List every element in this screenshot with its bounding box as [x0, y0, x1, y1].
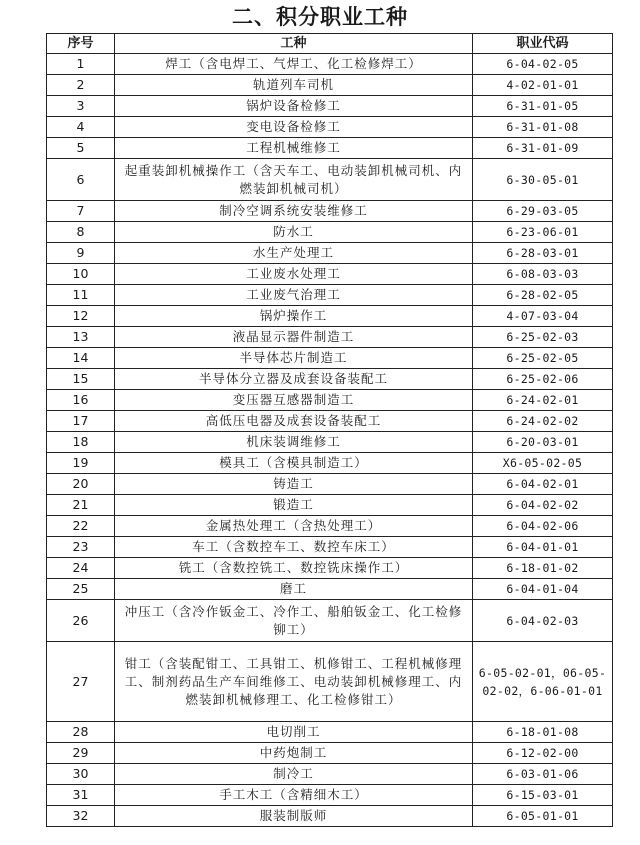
row-serial-number: 15 — [47, 369, 115, 390]
row-serial-number: 27 — [47, 642, 115, 722]
row-occupation-code: 6-15-03-01 — [473, 785, 613, 806]
table-row — [47, 806, 613, 827]
row-occupation-name: 水生产处理工 — [115, 243, 473, 264]
table-row — [47, 722, 613, 743]
header-occupation: 工种 — [115, 34, 473, 54]
row-occupation-code: 6-23-06-01 — [473, 222, 613, 243]
table-row — [47, 54, 613, 75]
row-serial-number: 29 — [47, 743, 115, 764]
row-serial-number: 25 — [47, 579, 115, 600]
table-row — [47, 537, 613, 558]
table-row — [47, 243, 613, 264]
row-occupation-code: 6-03-01-06 — [473, 764, 613, 785]
table-row — [47, 516, 613, 537]
row-serial-number: 5 — [47, 138, 115, 159]
row-occupation-name: 焊工（含电焊工、气焊工、化工检修焊工） — [115, 54, 473, 75]
table-row — [47, 474, 613, 495]
row-occupation-code: 6-04-02-05 — [473, 54, 613, 75]
row-occupation-code: 6-31-01-09 — [473, 138, 613, 159]
row-occupation-code: 6-04-02-01 — [473, 474, 613, 495]
row-serial-number: 9 — [47, 243, 115, 264]
row-occupation-name: 中药炮制工 — [115, 743, 473, 764]
table-row — [47, 642, 613, 722]
row-occupation-code: 6-05-01-01 — [473, 806, 613, 827]
table-row — [47, 264, 613, 285]
row-occupation-code: 6-25-02-03 — [473, 327, 613, 348]
table-row — [47, 327, 613, 348]
table-row — [47, 285, 613, 306]
table-row — [47, 579, 613, 600]
row-occupation-name: 液晶显示器件制造工 — [115, 327, 473, 348]
table-row — [47, 222, 613, 243]
row-occupation-code: 6-04-02-06 — [473, 516, 613, 537]
table-row — [47, 96, 613, 117]
row-occupation-name: 工程机械维修工 — [115, 138, 473, 159]
table-row — [47, 432, 613, 453]
row-occupation-code: 6-18-01-02 — [473, 558, 613, 579]
row-occupation-code: 4-02-01-01 — [473, 75, 613, 96]
row-occupation-name: 电切削工 — [115, 722, 473, 743]
row-serial-number: 13 — [47, 327, 115, 348]
row-serial-number: 1 — [47, 54, 115, 75]
row-serial-number: 4 — [47, 117, 115, 138]
row-occupation-code: 6-28-02-05 — [473, 285, 613, 306]
row-serial-number: 16 — [47, 390, 115, 411]
row-occupation-name: 轨道列车司机 — [115, 75, 473, 96]
table-header-row — [47, 34, 613, 54]
table-row — [47, 743, 613, 764]
row-occupation-name: 铸造工 — [115, 474, 473, 495]
row-occupation-code: 6-04-01-04 — [473, 579, 613, 600]
table-row — [47, 369, 613, 390]
row-occupation-name: 铣工（含数控铣工、数控铣床操作工） — [115, 558, 473, 579]
row-occupation-name: 机床装调维修工 — [115, 432, 473, 453]
row-occupation-name: 车工（含数控车工、数控车床工） — [115, 537, 473, 558]
row-occupation-code: 6-12-02-00 — [473, 743, 613, 764]
row-occupation-name: 工业废气治理工 — [115, 285, 473, 306]
row-occupation-code: 6-05-02-01，06-05-02-02，6-06-01-01 — [473, 642, 613, 722]
row-serial-number: 6 — [47, 159, 115, 201]
row-occupation-code: 6-28-03-01 — [473, 243, 613, 264]
row-serial-number: 31 — [47, 785, 115, 806]
row-occupation-name: 变压器互感器制造工 — [115, 390, 473, 411]
row-serial-number: 22 — [47, 516, 115, 537]
row-serial-number: 23 — [47, 537, 115, 558]
table-row — [47, 390, 613, 411]
row-serial-number: 3 — [47, 96, 115, 117]
row-occupation-name: 制冷工 — [115, 764, 473, 785]
row-occupation-name: 起重装卸机械操作工（含天车工、电动装卸机械司机、内燃装卸机械司机） — [115, 159, 473, 201]
row-serial-number: 32 — [47, 806, 115, 827]
row-serial-number: 11 — [47, 285, 115, 306]
row-occupation-name: 冲压工（含冷作钣金工、冷作工、船舶钣金工、化工检修铆工） — [115, 600, 473, 642]
row-occupation-code: 6-04-01-01 — [473, 537, 613, 558]
row-occupation-code: 6-04-02-03 — [473, 600, 613, 642]
table-row — [47, 453, 613, 474]
row-serial-number: 19 — [47, 453, 115, 474]
row-serial-number: 20 — [47, 474, 115, 495]
row-serial-number: 12 — [47, 306, 115, 327]
row-serial-number: 18 — [47, 432, 115, 453]
row-serial-number: 7 — [47, 201, 115, 222]
row-occupation-code: 4-07-03-04 — [473, 306, 613, 327]
row-occupation-name: 钳工（含装配钳工、工具钳工、机修钳工、工程机械修理工、制剂药品生产车间维修工、电动装卸机械修理工、内燃装卸机械修理工、化工检修钳工） — [115, 642, 473, 722]
row-serial-number: 8 — [47, 222, 115, 243]
row-occupation-code: 6-20-03-01 — [473, 432, 613, 453]
row-occupation-name: 高低压电器及成套设备装配工 — [115, 411, 473, 432]
row-serial-number: 24 — [47, 558, 115, 579]
table-row — [47, 117, 613, 138]
row-serial-number: 17 — [47, 411, 115, 432]
table-row — [47, 348, 613, 369]
row-occupation-code: 6-08-03-03 — [473, 264, 613, 285]
row-occupation-name: 服装制版师 — [115, 806, 473, 827]
row-occupation-name: 金属热处理工（含热处理工） — [115, 516, 473, 537]
row-occupation-code: 6-25-02-05 — [473, 348, 613, 369]
table-row — [47, 201, 613, 222]
table-row — [47, 600, 613, 642]
table-row — [47, 75, 613, 96]
table-row — [47, 785, 613, 806]
row-occupation-name: 锅炉设备检修工 — [115, 96, 473, 117]
row-occupation-code: 6-25-02-06 — [473, 369, 613, 390]
table-row — [47, 495, 613, 516]
row-serial-number: 26 — [47, 600, 115, 642]
row-serial-number: 10 — [47, 264, 115, 285]
table-row — [47, 764, 613, 785]
row-occupation-name: 工业废水处理工 — [115, 264, 473, 285]
row-serial-number: 30 — [47, 764, 115, 785]
row-occupation-code: 6-29-03-05 — [473, 201, 613, 222]
row-occupation-name: 手工木工（含精细木工） — [115, 785, 473, 806]
table-row — [47, 138, 613, 159]
row-occupation-code: 6-24-02-02 — [473, 411, 613, 432]
row-serial-number: 28 — [47, 722, 115, 743]
row-occupation-name: 半导体分立器及成套设备装配工 — [115, 369, 473, 390]
row-serial-number: 14 — [47, 348, 115, 369]
row-serial-number: 2 — [47, 75, 115, 96]
table-row — [47, 159, 613, 201]
row-occupation-code: 6-18-01-08 — [473, 722, 613, 743]
header-serial-number: 序号 — [47, 34, 115, 54]
row-occupation-code: 6-04-02-02 — [473, 495, 613, 516]
table-row — [47, 558, 613, 579]
page-title: 二、积分职业工种 — [232, 5, 408, 29]
row-occupation-name: 半导体芯片制造工 — [115, 348, 473, 369]
row-occupation-name: 锻造工 — [115, 495, 473, 516]
row-occupation-code: X6-05-02-05 — [473, 453, 613, 474]
row-occupation-name: 模具工（含模具制造工） — [115, 453, 473, 474]
table-row — [47, 306, 613, 327]
row-occupation-name: 锅炉操作工 — [115, 306, 473, 327]
row-occupation-name: 变电设备检修工 — [115, 117, 473, 138]
row-occupation-name: 磨工 — [115, 579, 473, 600]
row-occupation-code: 6-31-01-05 — [473, 96, 613, 117]
row-occupation-name: 防水工 — [115, 222, 473, 243]
row-occupation-code: 6-24-02-01 — [473, 390, 613, 411]
row-occupation-code: 6-31-01-08 — [473, 117, 613, 138]
occupation-table — [46, 33, 613, 827]
table-row — [47, 411, 613, 432]
row-occupation-name: 制冷空调系统安装维修工 — [115, 201, 473, 222]
row-occupation-code: 6-30-05-01 — [473, 159, 613, 201]
row-serial-number: 21 — [47, 495, 115, 516]
header-occupation-code: 职业代码 — [473, 34, 613, 54]
